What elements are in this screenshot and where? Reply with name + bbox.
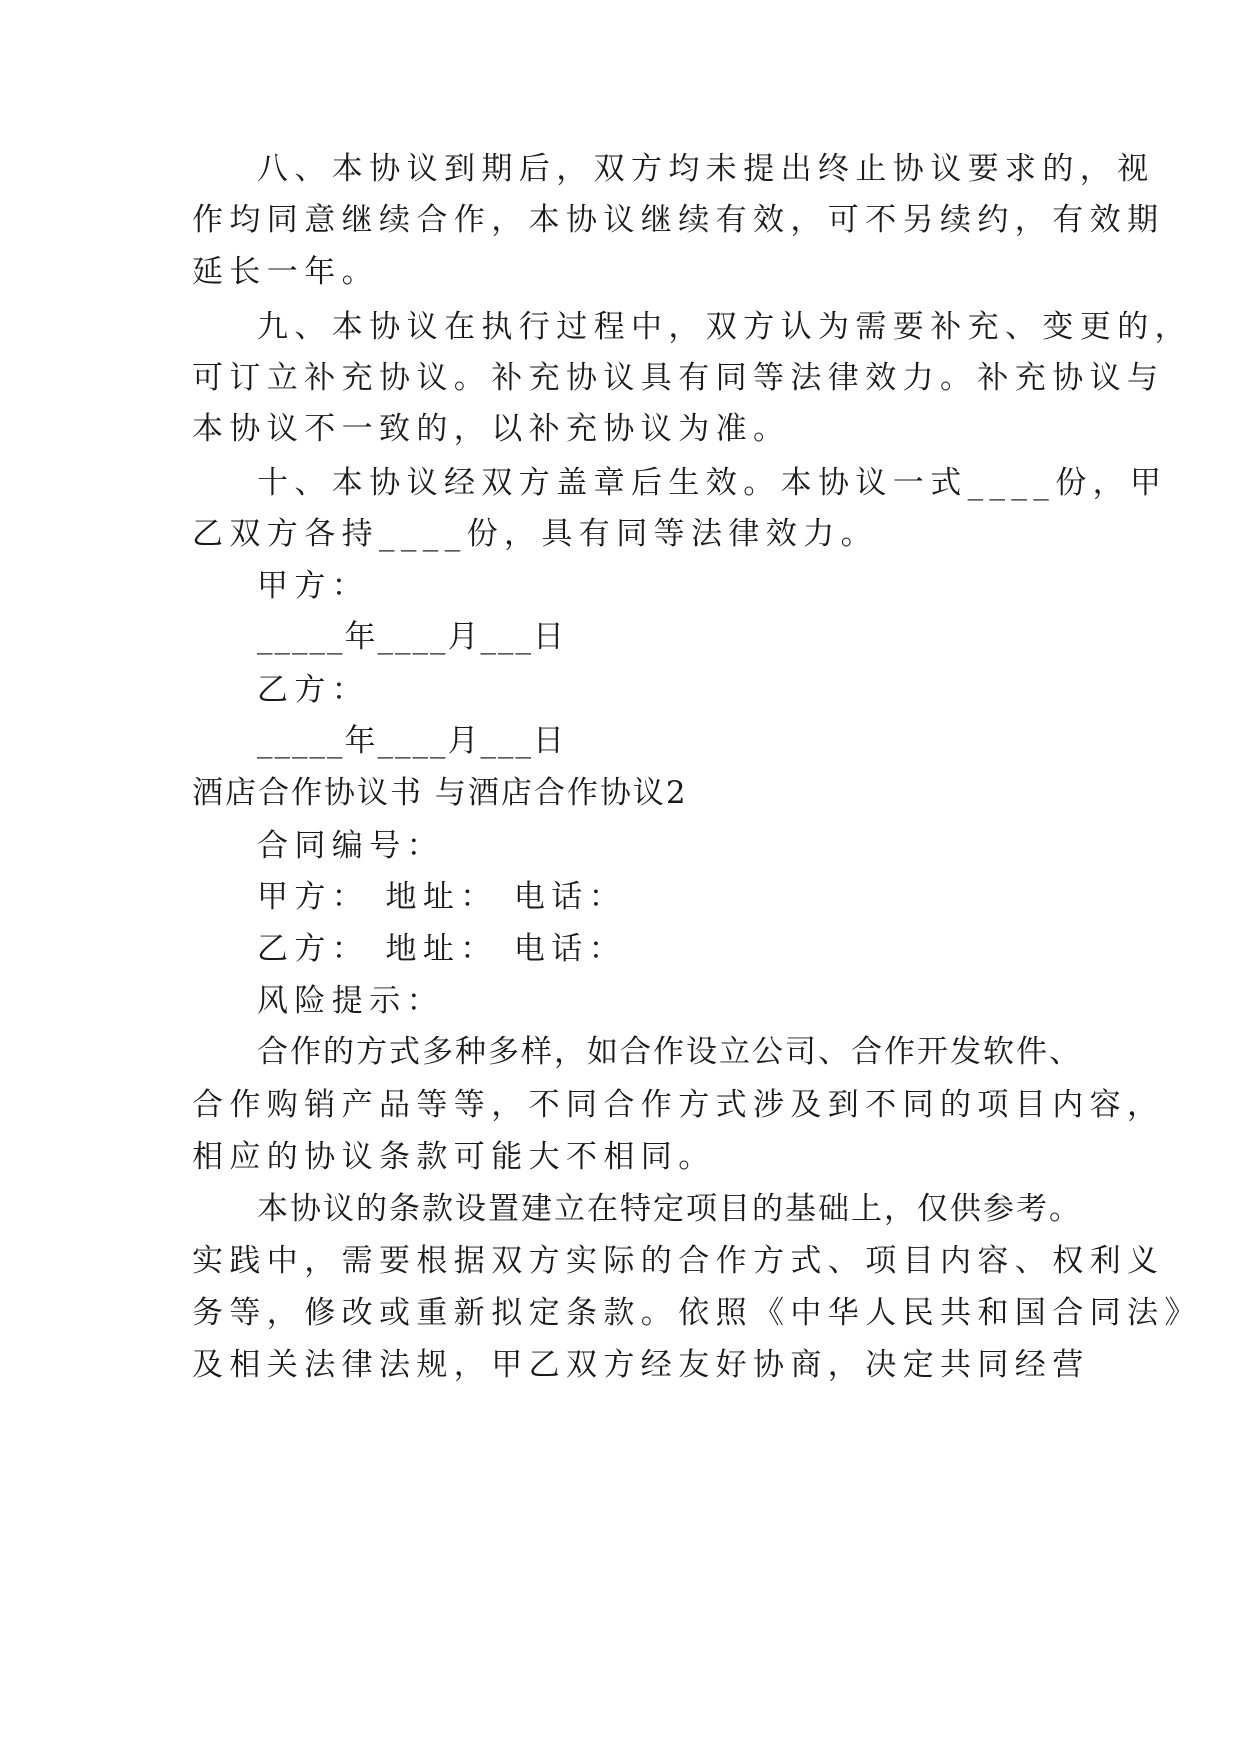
contract-number-label: 合同编号：	[257, 828, 444, 864]
risk-paragraph-2-line-3: 务等，修改或重新拟定条款。依照《中华人民共和国合同法》	[192, 1295, 1202, 1331]
clause-9-line-2: 可订立补充协议。补充协议具有同等法律效力。补充协议与	[192, 360, 1165, 396]
section-title: 酒店合作协议书 与酒店合作协议2	[192, 775, 688, 811]
risk-paragraph-2-line-4: 及相关法律法规，甲乙双方经友好协商，决定共同经营	[192, 1347, 1090, 1383]
clause-9-line-1: 九、本协议在执行过程中，双方认为需要补充、变更的，	[257, 309, 1192, 345]
risk-paragraph-1-line-2: 合作购销产品等等，不同合作方式涉及到不同的项目内容，	[192, 1087, 1165, 1123]
party-a-info-line: 甲方： 地址： 电话：	[257, 879, 627, 915]
clause-8-line-3: 延长一年。	[192, 254, 379, 290]
party-b-info-line: 乙方： 地址： 电话：	[257, 931, 627, 967]
risk-paragraph-1-line-1: 合作的方式多种多样，如合作设立公司、合作开发软件、	[257, 1034, 1082, 1070]
risk-paragraph-2-line-2: 实践中，需要根据双方实际的合作方式、项目内容、权利义	[192, 1243, 1165, 1279]
clause-8-line-2: 作均同意继续合作，本协议继续有效，可不另续约，有效期	[192, 202, 1165, 238]
clause-8-line-1: 八、本协议到期后，双方均未提出终止协议要求的，视	[257, 151, 1155, 187]
risk-paragraph-1-line-3: 相应的协议条款可能大不相同。	[192, 1139, 716, 1175]
party-b-date-line: _____年____月___日	[257, 723, 566, 759]
clause-10-line-2: 乙双方各持____份，具有同等法律效力。	[192, 516, 878, 552]
clause-9-line-3: 本协议不一致的，以补充协议为准。	[192, 411, 791, 447]
party-b-signature-label: 乙方：	[257, 672, 370, 708]
party-a-signature-label: 甲方：	[257, 568, 370, 604]
risk-notice-label: 风险提示：	[257, 983, 444, 1019]
risk-paragraph-2-line-1: 本协议的条款设置建立在特定项目的基础上，仅供参考。	[257, 1191, 1082, 1227]
party-a-date-line: _____年____月___日	[257, 619, 566, 655]
clause-10-line-1: 十、本协议经双方盖章后生效。本协议一式____份，甲	[257, 465, 1168, 501]
